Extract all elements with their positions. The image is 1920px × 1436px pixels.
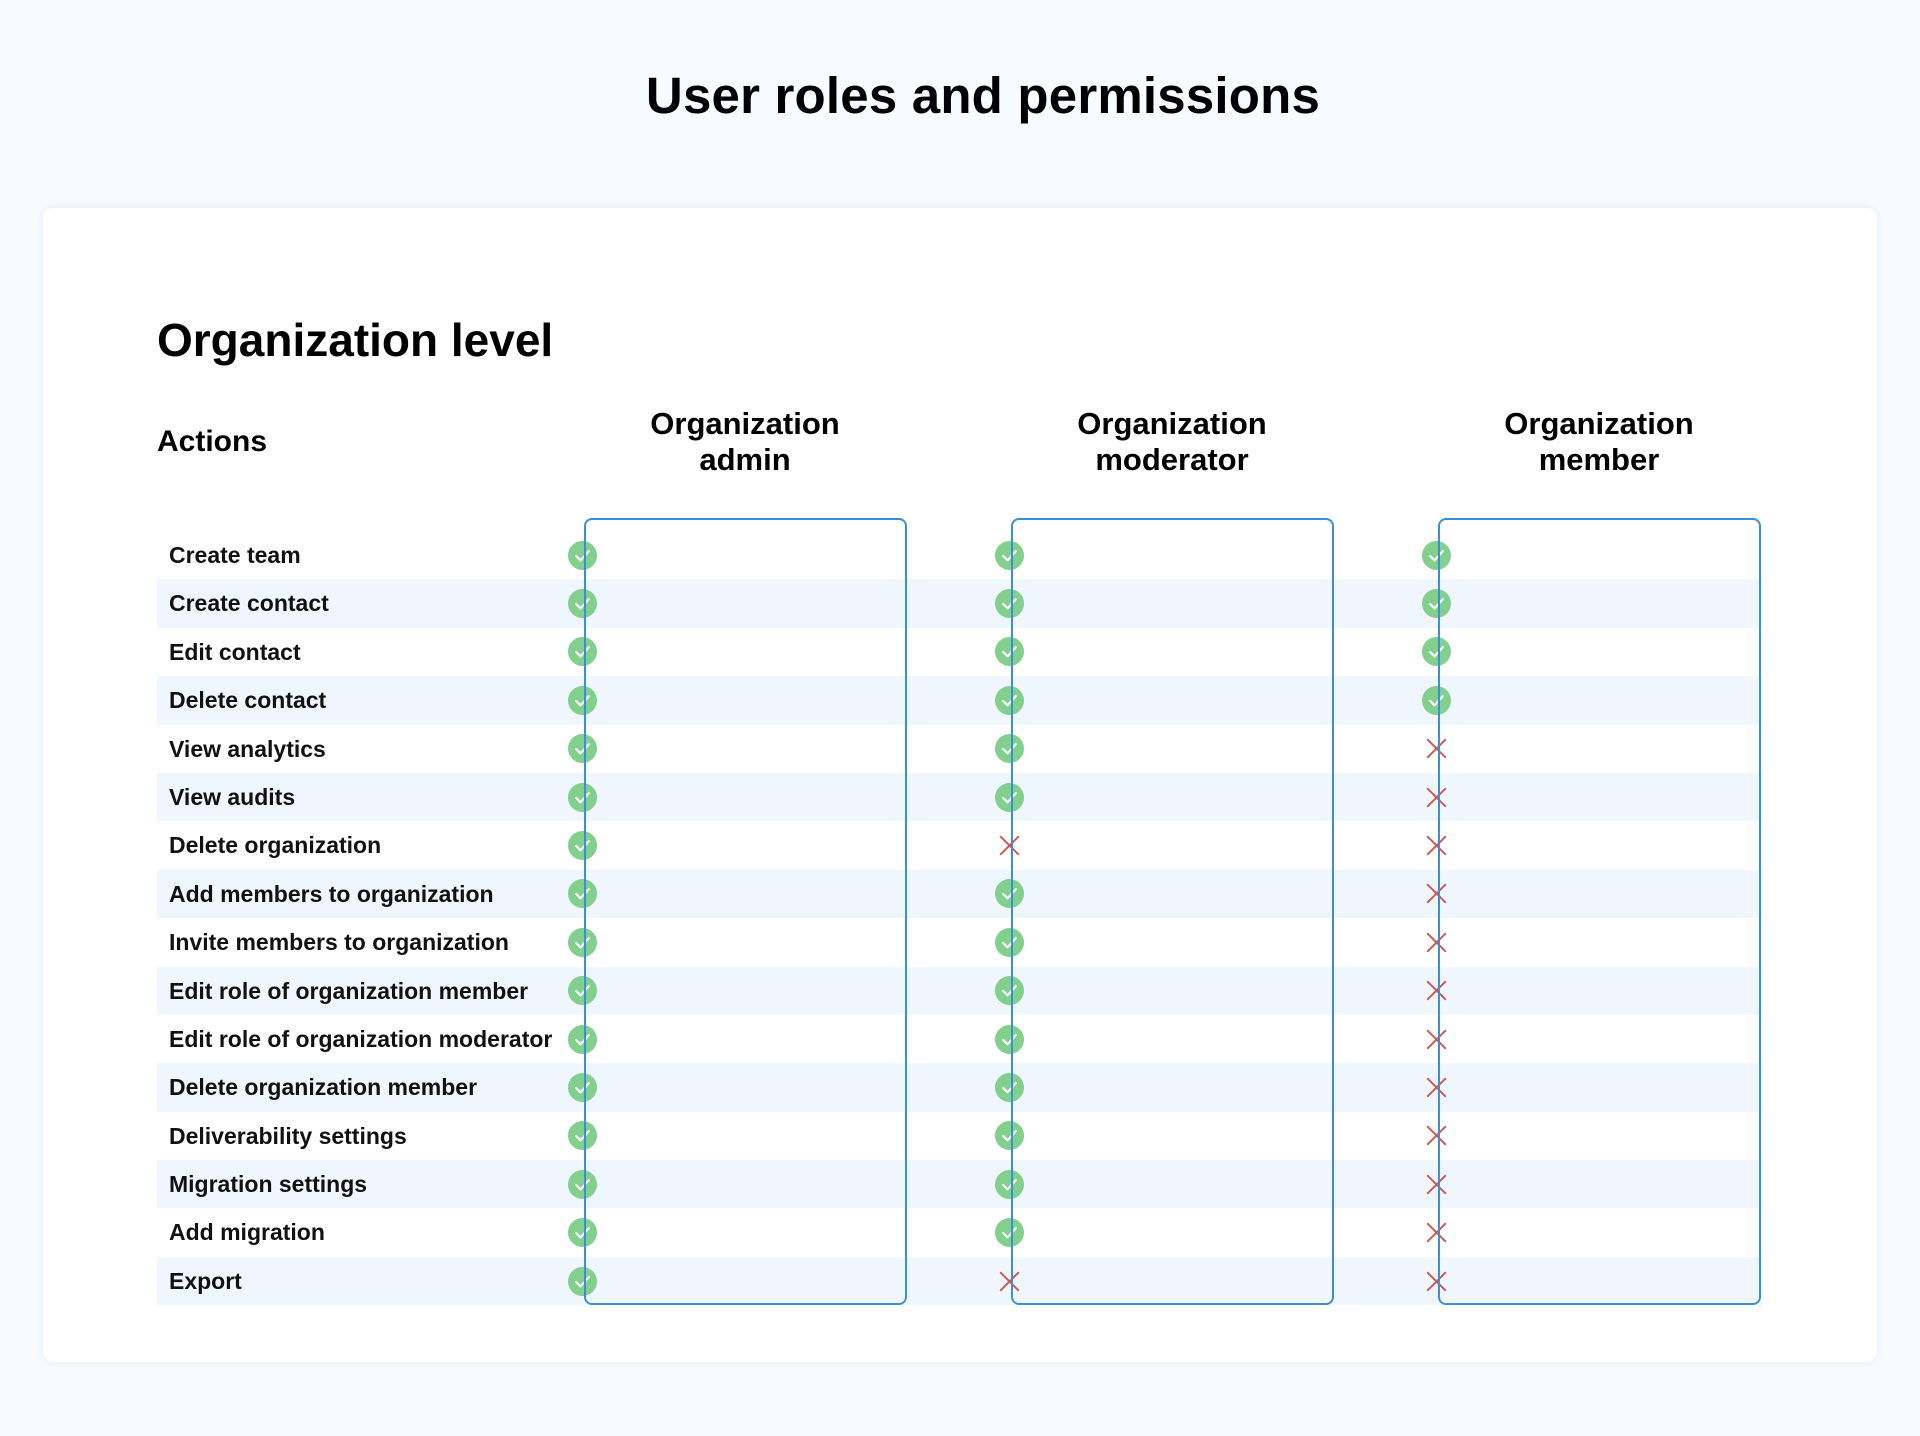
action-label: Delete contact — [169, 687, 327, 714]
action-label: Export — [169, 1267, 242, 1294]
role-header-line: Organization — [1504, 406, 1694, 441]
admin-column-frame — [584, 518, 907, 1305]
action-label: View audits — [169, 783, 296, 810]
action-label: Add migration — [169, 1219, 325, 1246]
action-label: Invite members to organization — [169, 929, 509, 956]
member-column-frame — [1438, 518, 1761, 1305]
action-label: Edit role of organization member — [169, 977, 529, 1004]
action-label: Delete organization member — [169, 1074, 478, 1101]
section-title: Organization level — [157, 314, 554, 366]
role-header-admin — [582, 406, 908, 478]
action-label: Deliverability settings — [169, 1122, 407, 1149]
role-header-line: Organization — [1077, 406, 1267, 441]
action-label: Delete organization — [169, 832, 382, 859]
role-header-line: admin — [699, 442, 791, 477]
action-label: Edit contact — [169, 638, 301, 665]
moderator-column-frame — [1011, 518, 1334, 1305]
role-header-moderator — [1009, 406, 1335, 478]
action-label: View analytics — [169, 735, 326, 762]
action-label: Add members to organization — [169, 880, 494, 907]
actions-column-header: Actions — [157, 425, 268, 458]
role-header-line: Organization — [650, 406, 840, 441]
page-title: User roles and permissions — [645, 67, 1321, 124]
role-header-line: moderator — [1095, 442, 1249, 477]
role-header-line: member — [1538, 442, 1660, 477]
action-label: Edit role of organization moderator — [169, 1025, 553, 1052]
role-header-member — [1436, 406, 1762, 478]
action-label: Create team — [169, 542, 301, 568]
action-label: Migration settings — [169, 1171, 368, 1198]
action-label: Create contact — [169, 590, 329, 617]
